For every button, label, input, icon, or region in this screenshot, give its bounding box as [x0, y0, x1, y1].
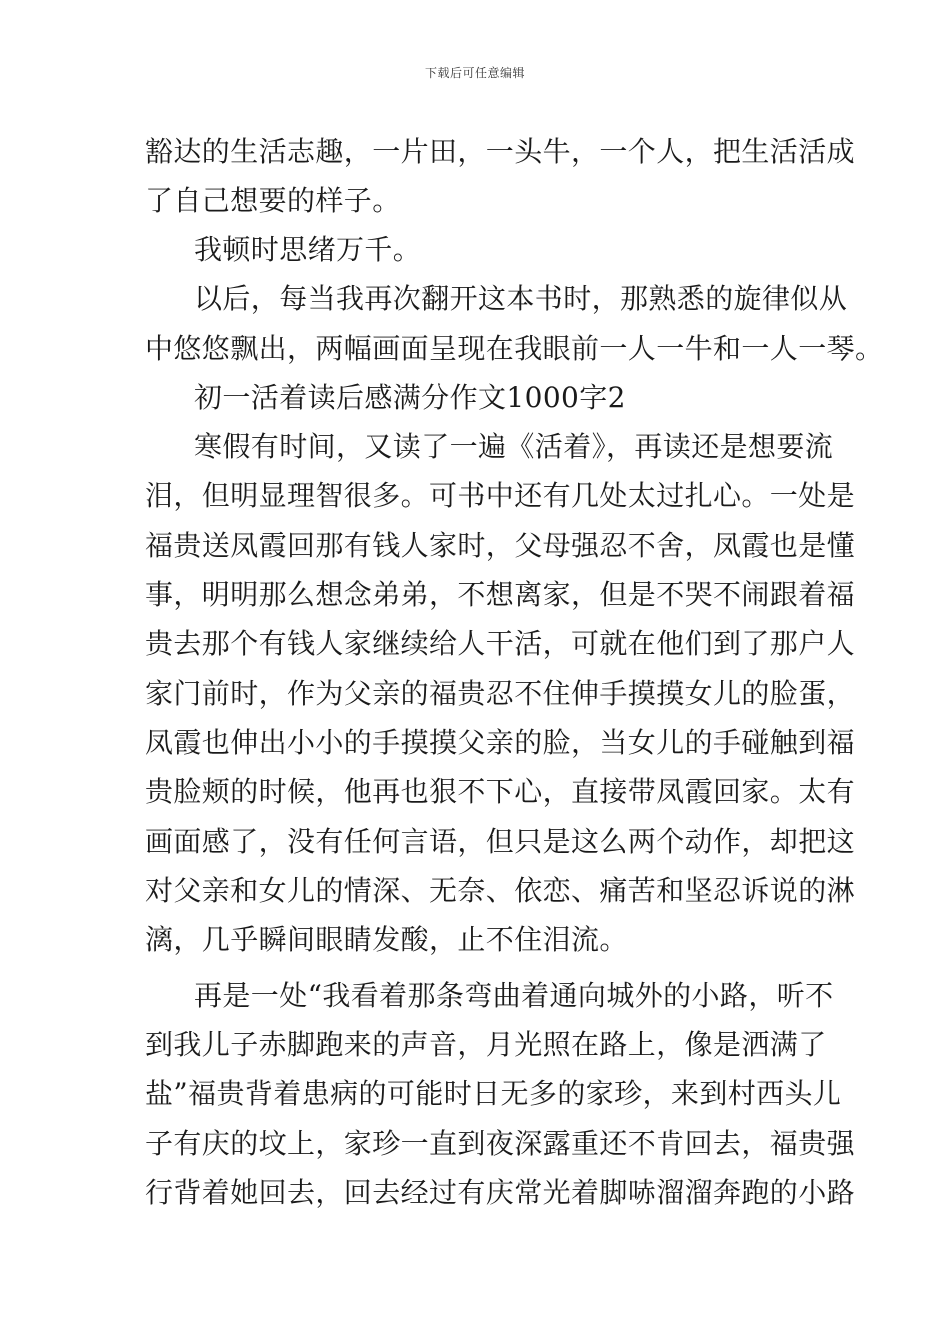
- text-line: 行背着她回去，回去经过有庆常光着脚哧溜溜奔跑的小路: [145, 1176, 856, 1209]
- text-line: 以后，每当我再次翻开这本书时，那熟悉的旋律似从: [194, 282, 848, 315]
- text-line: 对父亲和女儿的情深、无奈、依恋、痛苦和坚忍诉说的淋: [145, 874, 856, 907]
- section-heading: 初一活着读后感满分作文1000字2: [194, 381, 626, 414]
- text-line: 事，明明那么想念弟弟，不想离家，但是不哭不闹跟着福: [145, 578, 856, 611]
- text-line: 贵去那个有钱人家继续给人干活，可就在他们到了那户人: [145, 627, 856, 660]
- text-line: 家门前时，作为父亲的福贵忍不住伸手摸摸女儿的脸蛋，: [145, 677, 856, 710]
- text-line: 凤霞也伸出小小的手摸摸父亲的脸，当女儿的手碰触到福: [145, 726, 856, 759]
- text-line: 子有庆的坟上，家珍一直到夜深露重还不肯回去，福贵强: [145, 1127, 856, 1160]
- text-line: 画面感了，没有任何言语，但只是这么两个动作，却把这: [145, 825, 856, 858]
- page-header: 下载后可任意编辑: [424, 66, 525, 80]
- text-line: 我顿时思绪万千。: [194, 233, 422, 266]
- text-line: 贵脸颊的时候，他再也狠不下心，直接带凤霞回家。太有: [145, 775, 856, 808]
- text-line: 盐”福贵背着患病的可能时日无多的家珍，来到村西头儿: [145, 1077, 842, 1110]
- text-line: 了自己想要的样子。: [145, 184, 401, 217]
- text-line: 中悠悠飘出，两幅画面呈现在我眼前一人一牛和一人一琴。: [145, 332, 884, 365]
- text-line: 寒假有时间，又读了一遍《活着》，再读还是想要流: [194, 430, 834, 463]
- text-line: 到我儿子赤脚跑来的声音，月光照在路上，像是洒满了: [145, 1028, 827, 1061]
- text-line: 豁达的生活志趣，一片田，一头牛，一个人，把生活活成: [145, 135, 856, 168]
- text-line: 福贵送凤霞回那有钱人家时，父母强忍不舍，凤霞也是懂: [145, 529, 856, 562]
- text-line: 漓，几乎瞬间眼睛发酸，止不住泪流。: [145, 923, 628, 956]
- text-line: 再是一处“我看着那条弯曲着通向城外的小路，听不: [194, 979, 834, 1012]
- text-line: 泪，但明显理智很多。可书中还有几处太过扎心。一处是: [145, 479, 856, 512]
